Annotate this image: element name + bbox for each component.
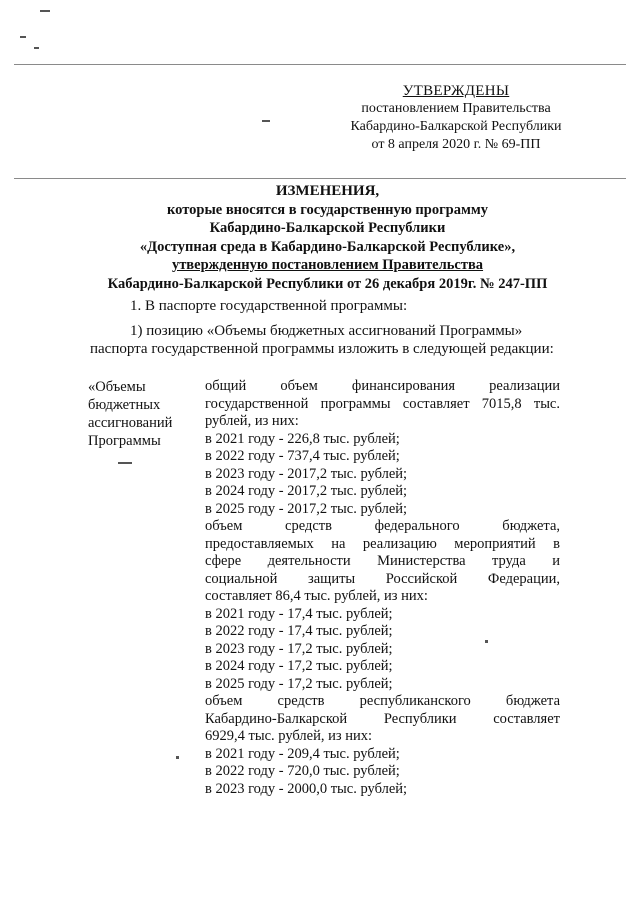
total-year-2022: в 2022 году - 737,4 тыс. рублей; [205, 448, 400, 464]
scan-line-bottom [14, 178, 626, 179]
scan-speck [262, 120, 270, 122]
approval-line-3: от 8 апреля 2020 г. № 69-ПП [371, 137, 541, 152]
republic-year-2023: в 2023 году - 2000,0 тыс. рублей; [205, 780, 408, 797]
table-label-line-1: «Объемы [88, 379, 146, 395]
republic-line-1: объем средств республиканского бюджета [205, 693, 560, 709]
total-year-2023: в 2023 году - 2017,2 тыс. рублей; [205, 465, 408, 482]
total-year-2025: в 2025 году - 2017,2 тыс. рублей; [205, 500, 408, 517]
approval-line-2: Кабардино-Балкарской Республики [350, 119, 562, 134]
approval-block [336, 82, 576, 154]
document-title [90, 182, 565, 293]
federal-line-4: социальной защиты Российской Федерации, [205, 570, 560, 587]
table-content-cell [205, 378, 560, 798]
paragraph-item-2-line-1: 1) позицию «Объемы бюджетных ассигнований Программы» [130, 323, 523, 339]
federal-year-2023: в 2023 году - 17,2 тыс. рублей; [205, 640, 393, 657]
approval-line-1: постановлением Правительства [361, 101, 551, 116]
title-line-4: утвержденную постановлением Правительства [171, 257, 484, 273]
republic-year-2021: в 2021 году - 209,4 тыс. рублей; [205, 745, 400, 762]
total-line-2: государственной программы составляет 7015,8 тыс. [205, 395, 560, 412]
federal-line-5: составляет 86,4 тыс. рублей, из них: [205, 588, 428, 604]
scan-speck [118, 462, 132, 464]
federal-year-2024: в 2024 году - 17,2 тыс. рублей; [205, 658, 393, 674]
republic-line-2: Кабардино-Балкарской Республики составляет [205, 710, 560, 727]
scan-speck [176, 756, 179, 759]
title-line-5: Кабардино-Балкарской Республики от 26 декабря 2019г. № 247-ПП [107, 275, 548, 292]
approval-heading: УТВЕРЖДЕНЫ [402, 83, 510, 99]
federal-line-1: объем средств федерального бюджета, [205, 518, 560, 534]
paragraph-item-2-line-2: паспорта государственной программы изложить в следующей редакции: [90, 341, 554, 357]
table-label-cell [88, 378, 198, 450]
scan-line-top [14, 64, 626, 65]
federal-line-3: сфере деятельности Министерства труда и [205, 553, 560, 569]
total-line-3: рублей, из них: [205, 413, 299, 429]
title-line-1: которые вносятся в государственную программу [167, 201, 488, 218]
federal-year-2021: в 2021 году - 17,4 тыс. рублей; [205, 605, 393, 622]
scan-speck [20, 36, 26, 38]
title-line-3: «Доступная среда в Кабардино-Балкарской Республике», [139, 238, 516, 255]
federal-line-2: предоставляемых на реализацию мероприятий в [205, 535, 560, 552]
table-label-line-4: Программы [88, 433, 161, 449]
title-line-2: Кабардино-Балкарской Республики [209, 220, 446, 236]
federal-year-2022: в 2022 году - 17,4 тыс. рублей; [205, 623, 393, 639]
total-year-2021: в 2021 году - 226,8 тыс. рублей; [205, 430, 400, 447]
table-label-line-3: ассигнований [88, 415, 173, 431]
scan-speck [40, 10, 50, 12]
republic-year-2022: в 2022 году - 720,0 тыс. рублей; [205, 763, 400, 779]
total-year-2024: в 2024 году - 2017,2 тыс. рублей; [205, 483, 408, 499]
federal-year-2025: в 2025 году - 17,2 тыс. рублей; [205, 675, 393, 692]
republic-line-3: 6929,4 тыс. рублей, из них: [205, 728, 372, 744]
title-heading: ИЗМЕНЕНИЯ, [275, 183, 380, 199]
total-line-1: общий объем финансирования реализации [205, 378, 560, 394]
table-label-line-2: бюджетных [88, 397, 161, 413]
scan-speck [34, 47, 39, 49]
paragraph-item-1: 1. В паспорте государственной программы: [130, 298, 408, 314]
